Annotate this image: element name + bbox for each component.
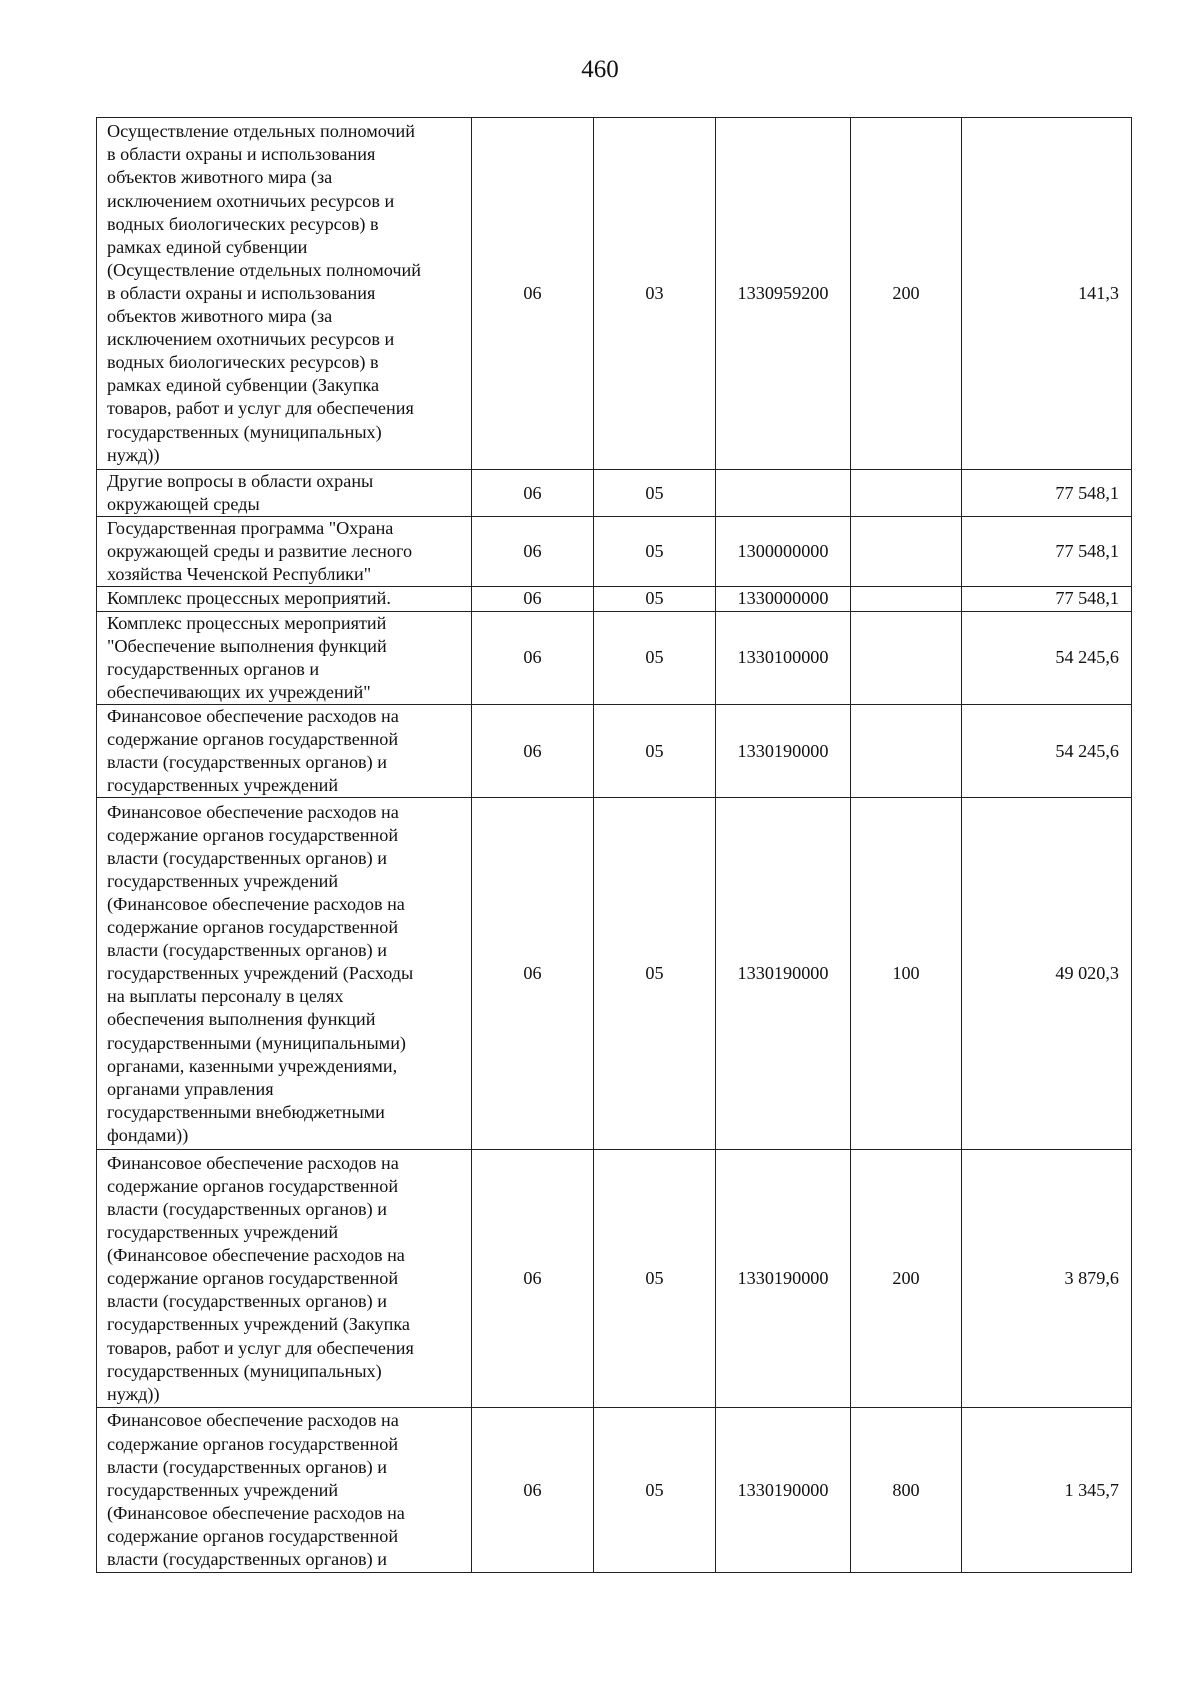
target-article-cell: 1300000000 bbox=[716, 517, 851, 587]
section-cell: 06 bbox=[472, 1150, 594, 1408]
row-name-cell: Финансовое обеспечение расходов на содержание органов государственной власти (государственных органов) и государственных учреждений (Финансовое обеспечение расходов на содержание органов государственной власти (государственных органов) и государственных учреждений (Расходы на выплаты персоналу в целях обеспечения выполнения функций государственными (муниципальными) органами, казенными учреждениями, органами управления государственными внебюджетными фондами)) bbox=[97, 798, 472, 1150]
budget-table bbox=[96, 117, 1132, 1573]
amount-cell: 77 548,1 bbox=[962, 587, 1132, 611]
expense-type-cell: 800 bbox=[851, 1408, 962, 1573]
target-article-cell: 1330190000 bbox=[716, 704, 851, 797]
section-cell: 06 bbox=[472, 611, 594, 704]
amount-cell: 1 345,7 bbox=[962, 1408, 1132, 1573]
target-article-cell: 1330959200 bbox=[716, 118, 851, 470]
section-cell: 06 bbox=[472, 470, 594, 517]
subsection-cell: 05 bbox=[594, 798, 716, 1150]
section-cell: 06 bbox=[472, 798, 594, 1150]
subsection-cell: 05 bbox=[594, 587, 716, 611]
section-cell: 06 bbox=[472, 704, 594, 797]
subsection-cell: 03 bbox=[594, 118, 716, 470]
section-cell: 06 bbox=[472, 1408, 594, 1573]
table-row bbox=[97, 1150, 1132, 1408]
row-name-cell: Осуществление отдельных полномочий в области охраны и использования объектов животного мира (за исключением охотничьих ресурсов и водных биологических ресурсов) в рамках единой субвенции (Осуществление отдельных полномочий в области охраны и использования объектов животного мира (за исключением охотничьих ресурсов и водных биологических ресурсов) в рамках единой субвенции (Закупка товаров, работ и услуг для обеспечения государственных (муниципальных) нужд)) bbox=[97, 118, 472, 470]
expense-type-cell bbox=[851, 704, 962, 797]
amount-cell: 141,3 bbox=[962, 118, 1132, 470]
row-name-cell: Комплекс процессных мероприятий "Обеспечение выполнения функций государственных органов и обеспечивающих их учреждений" bbox=[97, 611, 472, 704]
row-name-cell: Комплекс процессных мероприятий. bbox=[97, 587, 472, 611]
target-article-cell: 1330190000 bbox=[716, 1150, 851, 1408]
amount-cell: 77 548,1 bbox=[962, 517, 1132, 587]
amount-cell: 54 245,6 bbox=[962, 704, 1132, 797]
expense-type-cell bbox=[851, 611, 962, 704]
expense-type-cell: 100 bbox=[851, 798, 962, 1150]
expense-type-cell bbox=[851, 517, 962, 587]
section-cell: 06 bbox=[472, 517, 594, 587]
amount-cell: 54 245,6 bbox=[962, 611, 1132, 704]
expense-type-cell: 200 bbox=[851, 1150, 962, 1408]
expense-type-cell bbox=[851, 587, 962, 611]
subsection-cell: 05 bbox=[594, 517, 716, 587]
row-name-cell: Другие вопросы в области охраны окружающей среды bbox=[97, 470, 472, 517]
section-cell: 06 bbox=[472, 587, 594, 611]
target-article-cell: 1330100000 bbox=[716, 611, 851, 704]
table-row bbox=[97, 118, 1132, 470]
subsection-cell: 05 bbox=[594, 1408, 716, 1573]
subsection-cell: 05 bbox=[594, 611, 716, 704]
row-name-cell: Государственная программа "Охрана окружающей среды и развитие лесного хозяйства Чеченской Республики" bbox=[97, 517, 472, 587]
amount-cell: 77 548,1 bbox=[962, 470, 1132, 517]
table-row bbox=[97, 704, 1132, 797]
table-row bbox=[97, 1408, 1132, 1573]
row-name-cell: Финансовое обеспечение расходов на содержание органов государственной власти (государственных органов) и государственных учреждений bbox=[97, 704, 472, 797]
subsection-cell: 05 bbox=[594, 1150, 716, 1408]
subsection-cell: 05 bbox=[594, 470, 716, 517]
expense-type-cell: 200 bbox=[851, 118, 962, 470]
table-row bbox=[97, 798, 1132, 1150]
expense-type-cell bbox=[851, 470, 962, 517]
target-article-cell: 1330000000 bbox=[716, 587, 851, 611]
target-article-cell: 1330190000 bbox=[716, 1408, 851, 1573]
page-number: 460 bbox=[581, 56, 619, 83]
row-name-cell: Финансовое обеспечение расходов на содержание органов государственной власти (государственных органов) и государственных учреждений (Финансовое обеспечение расходов на содержание органов государственной власти (государственных органов) и государственных учреждений (Закупка товаров, работ и услуг для обеспечения государственных (муниципальных) нужд)) bbox=[97, 1150, 472, 1408]
amount-cell: 3 879,6 bbox=[962, 1150, 1132, 1408]
row-name-cell: Финансовое обеспечение расходов на содержание органов государственной власти (государственных органов) и государственных учреждений (Финансовое обеспечение расходов на содержание органов государственной власти (государственных органов) и bbox=[97, 1408, 472, 1573]
section-cell: 06 bbox=[472, 118, 594, 470]
target-article-cell: 1330190000 bbox=[716, 798, 851, 1150]
target-article-cell bbox=[716, 470, 851, 517]
table-row bbox=[97, 611, 1132, 704]
table-row bbox=[97, 587, 1132, 611]
amount-cell: 49 020,3 bbox=[962, 798, 1132, 1150]
table-row bbox=[97, 517, 1132, 587]
table-row bbox=[97, 470, 1132, 517]
subsection-cell: 05 bbox=[594, 704, 716, 797]
